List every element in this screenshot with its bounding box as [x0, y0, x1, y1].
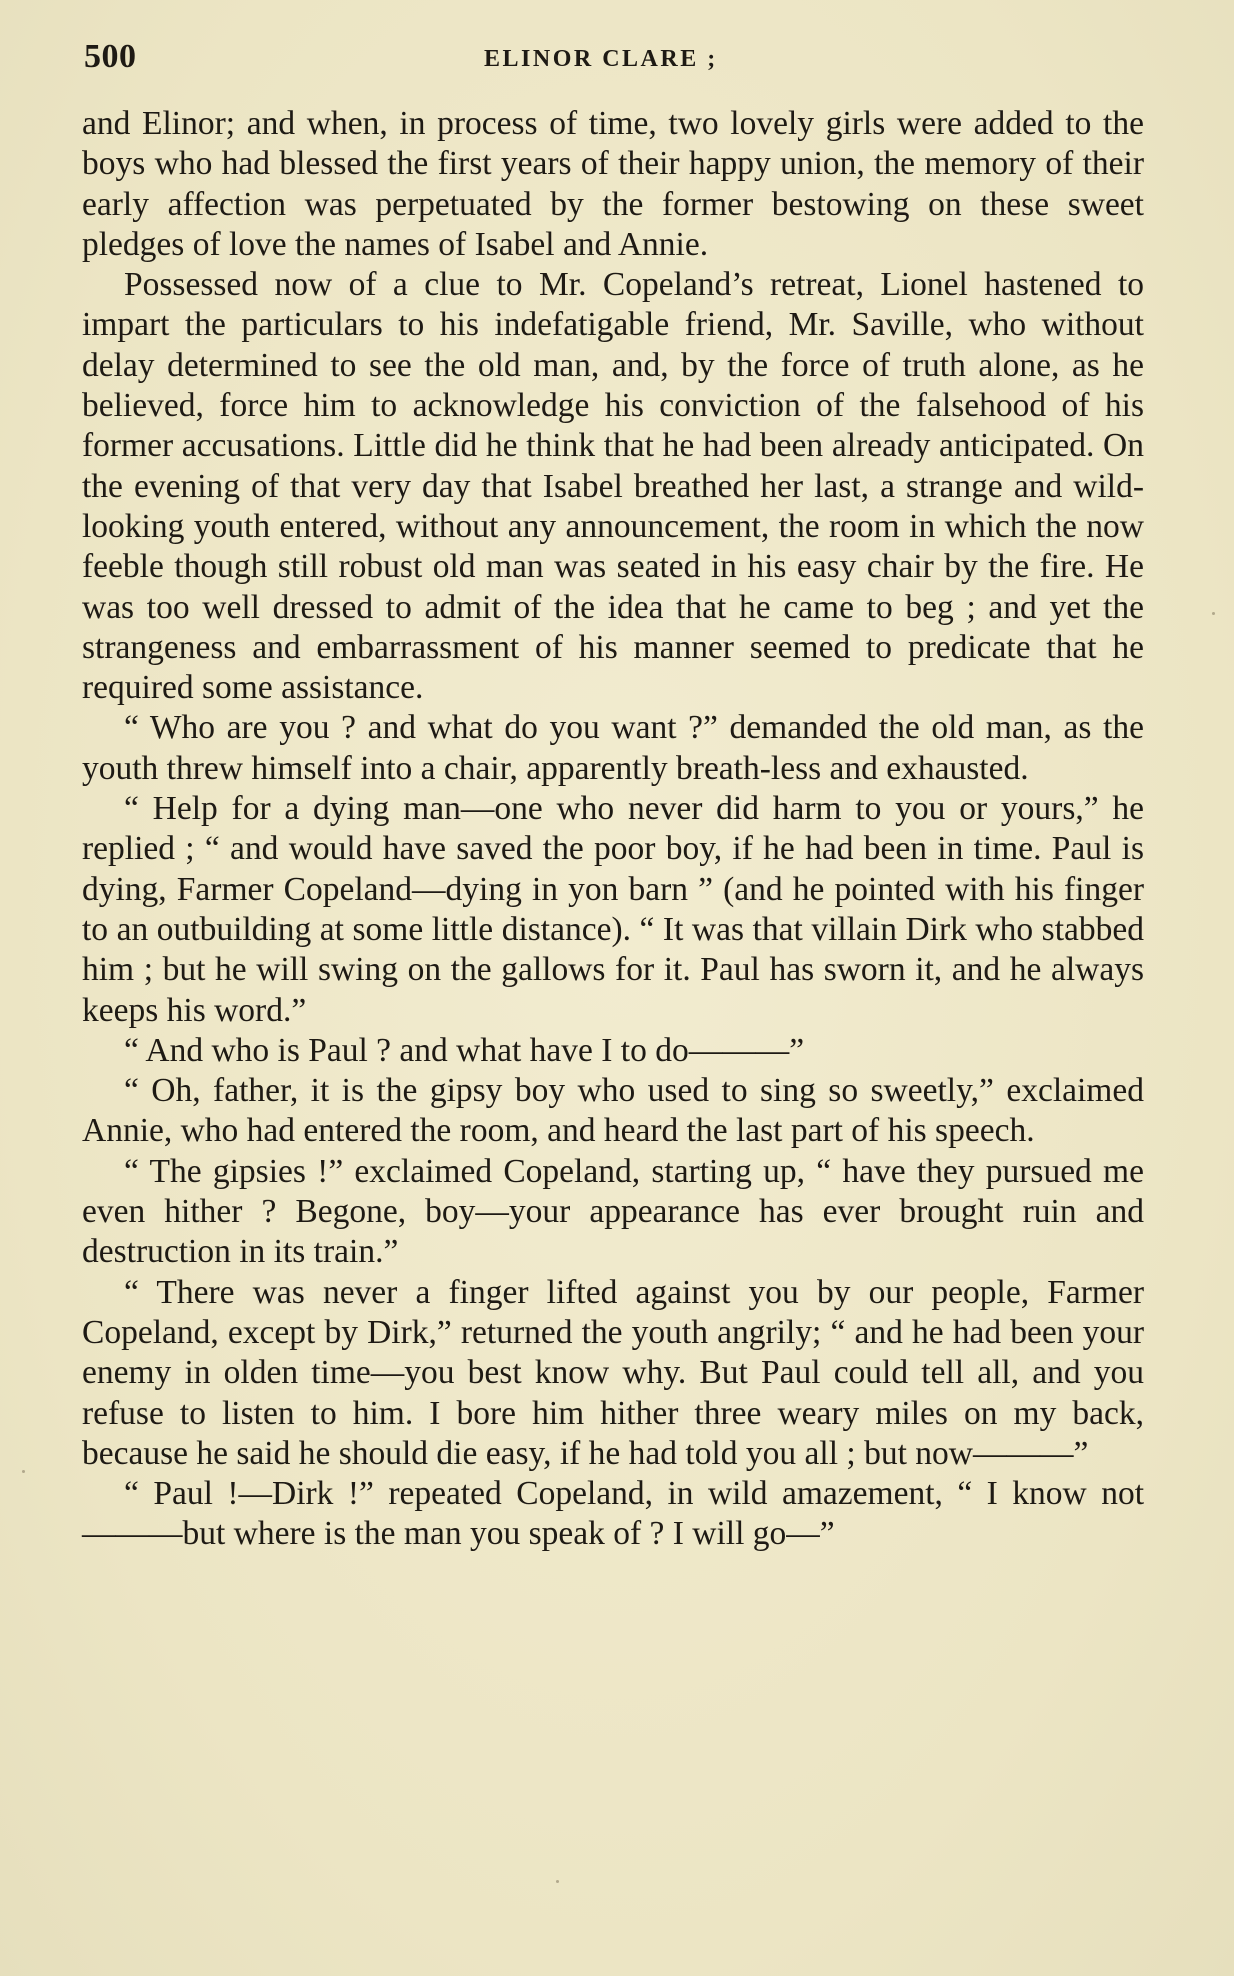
body-text — [82, 104, 1144, 1555]
paper-speck — [556, 1880, 559, 1883]
paragraph: “ Paul !—Dirk !” repeated Copeland, in wild amazement, “ I know not———but where is the man you speak of ? I will go—” — [82, 1475, 1144, 1553]
paragraph: Possessed now of a clue to Mr. Copeland’s retreat, Lionel hastened to impart the particulars to his indefatigable friend, Mr. Saville, who without delay determined to see the old man, and, by the force of truth alone, as he believed, force him to acknowledge his conviction of the falsehood of his former accusations. Little did he think that he had been already anticipated. On the evening of that very day that Isabel breathed her last, a strange and wild-looking youth entered, without any announcement, the room in which the now feeble though still robust old man was seated in his easy chair by the fire. He was too well dressed to admit of the idea that he came to beg ; and yet the strangeness and embarrassment of his manner seemed to predicate that he required some assistance. — [82, 266, 1144, 707]
paragraph: “ Who are you ? and what do you want ?” demanded the old man, as the youth threw himself into a chair, apparently breath-less and exhausted. — [82, 709, 1144, 787]
paper-speck — [22, 1470, 25, 1473]
running-title: ELINOR CLARE ; — [484, 46, 718, 72]
paragraph: “ And who is Paul ? and what have I to do———” — [124, 1031, 805, 1069]
paragraph: and Elinor; and when, in process of time, two lovely girls were added to the boys who had blessed the first years of their happy union, the memory of their early affection was perpetuated by the former bestowing on these sweet pledges of love the names of Isabel and Annie. — [82, 105, 1144, 263]
paragraph: “ Help for a dying man—one who never did harm to you or yours,” he replied ; “ and would have saved the poor boy, if he had been in time. Paul is dying, Farmer Copeland—dying in yon barn ” (and he pointed with his finger to an outbuilding at some little distance). “ It was that villain Dirk who stabbed him ; but he will swing on the gallows for it. Paul has sworn it, and he always keeps his word.” — [82, 790, 1144, 1029]
running-head — [84, 38, 1144, 82]
page-number: 500 — [84, 38, 137, 75]
paper-speck — [1212, 612, 1215, 615]
paragraph: “ The gipsies !” exclaimed Copeland, starting up, “ have they pursued me even hither ? Begone, boy—your appearance has ever brought ruin and destruction in its train.” — [82, 1152, 1144, 1271]
paragraph: “ Oh, father, it is the gipsy boy who used to sing so sweetly,” exclaimed Annie, who had entered the room, and heard the last part of his speech. — [82, 1072, 1144, 1150]
paragraph: “ There was never a finger lifted against you by our people, Farmer Copeland, except by Dirk,” returned the youth angrily; “ and he had been your enemy in olden time—you best know why. But Paul could tell all, and you refuse to listen to him. I bore him hither three weary miles on my back, because he said he should die easy, if he had told you all ; but now———” — [82, 1273, 1144, 1472]
